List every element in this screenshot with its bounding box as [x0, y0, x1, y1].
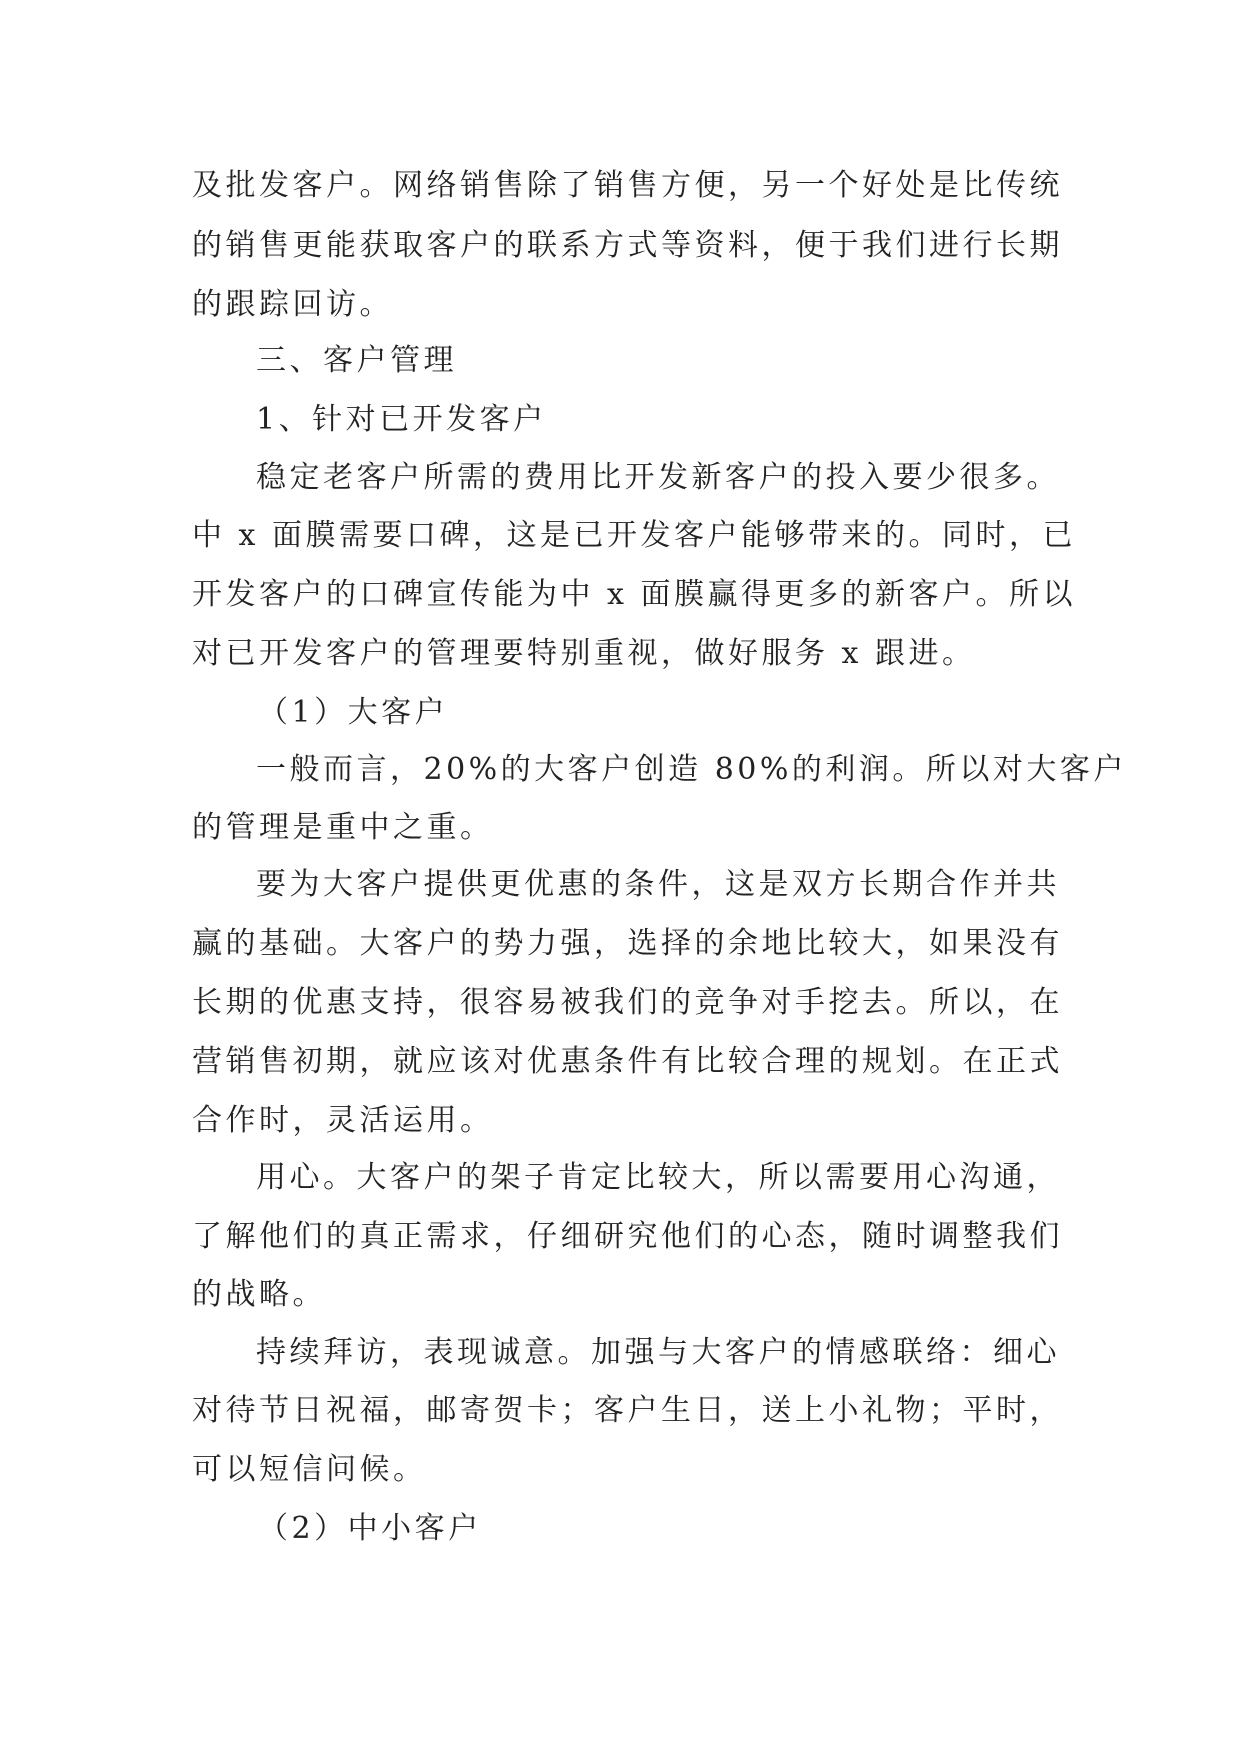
paragraph-line: 长期的优惠支持，很容易被我们的竞争对手挖去。所以，在 — [192, 985, 1063, 1020]
paragraph-line: 稳定老客户所需的费用比开发新客户的投入要少很多。 — [256, 460, 1060, 495]
paragraph-line: 的跟踪回访。 — [192, 287, 393, 322]
paragraph-line: 的管理是重中之重。 — [192, 810, 494, 845]
paragraph-line: 对已开发客户的管理要特别重视，做好服务 x 跟进。 — [192, 636, 976, 671]
paragraph-line: 赢的基础。大客户的势力强，选择的余地比较大，如果没有 — [192, 926, 1063, 961]
paragraph-line: 了解他们的真正需求，仔细研究他们的心态，随时调整我们 — [192, 1219, 1063, 1254]
paragraph-line: 中 x 面膜需要口碑，这是已开发客户能够带来的。同时，已 — [192, 518, 1076, 553]
paragraph-line: 开发客户的口碑宣传能为中 x 面膜赢得更多的新客户。所以 — [192, 577, 1076, 612]
paragraph-line: 要为大客户提供更优惠的条件，这是双方长期合作并共 — [256, 867, 1060, 902]
paragraph-line: 一般而言，20%的大客户创造 80%的利润。所以对大客户 — [256, 752, 1127, 787]
paragraph-line: 营销售初期，就应该对优惠条件有比较合理的规划。在正式 — [192, 1044, 1063, 1079]
paragraph-line: 的销售更能获取客户的联系方式等资料，便于我们进行长期 — [192, 228, 1063, 263]
paragraph-line: 用心。大客户的架子肯定比较大，所以需要用心沟通， — [256, 1160, 1060, 1195]
item-heading: （2）中小客户 — [258, 1511, 482, 1546]
item-heading: （1）大客户 — [258, 695, 449, 730]
paragraph-line: 持续拜访，表现诚意。加强与大客户的情感联络：细心 — [256, 1335, 1060, 1370]
paragraph-line: 可以短信问候。 — [192, 1452, 427, 1487]
paragraph-line: 的战略。 — [192, 1277, 326, 1312]
section-heading: 三、客户管理 — [256, 343, 457, 378]
paragraph-line: 及批发客户。网络销售除了销售方便，另一个好处是比传统 — [192, 168, 1063, 203]
paragraph-line: 对待节日祝福，邮寄贺卡；客户生日，送上小礼物；平时， — [192, 1393, 1063, 1428]
paragraph-line: 合作时，灵活运用。 — [192, 1103, 494, 1138]
subsection-heading: 1、针对已开发客户 — [256, 402, 547, 437]
